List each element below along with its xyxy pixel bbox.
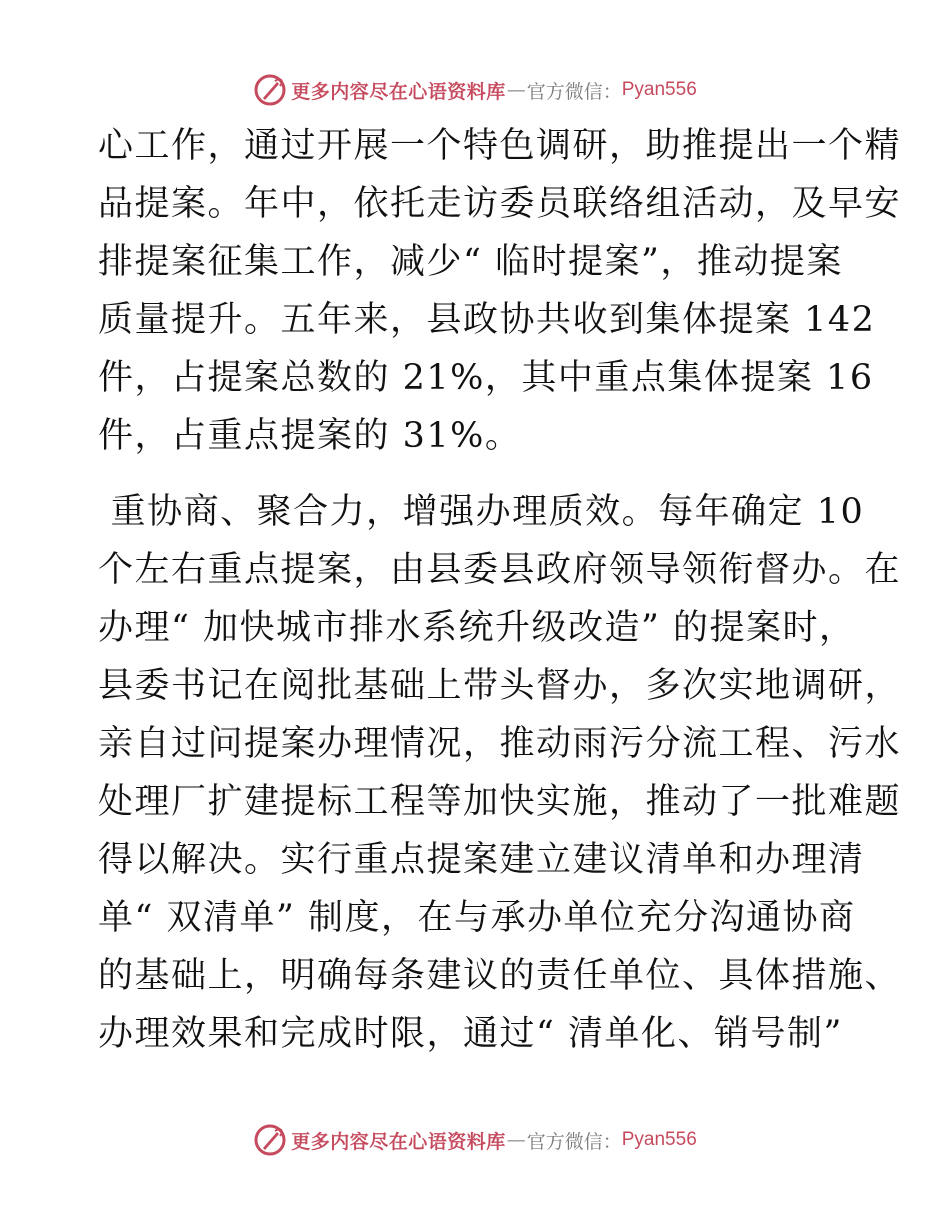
banner-dash: — [506, 79, 526, 101]
wechat-account: Pyan556 [621, 79, 697, 100]
text-line: 得以解决。实行重点提案建立建议清单和办理清 [98, 840, 865, 880]
text-line: 质量提升。五年来，县政协共收到集体提案 142 [98, 300, 876, 340]
site-name: 更多内容尽在心语资料库 [291, 1130, 506, 1153]
text-line: 件，占重点提案的 31%。 [98, 416, 522, 456]
text-line: 心工作，通过开展一个特色调研，助推提出一个精 [98, 126, 902, 166]
text-line: 县委书记在阅批基础上带头督办，多次实地调研， [98, 666, 902, 706]
text-line: 处理厂扩建提标工程等加快实施，推动了一批难题 [98, 782, 902, 822]
text-line: 办理“ 加快城市排水系统升级改造” 的提案时， [98, 608, 856, 648]
text-line: 单“ 双清单” 制度，在与承办单位充分沟通协商 [98, 898, 856, 938]
text-line: 亲自过问提案办理情况，推动雨污分流工程、污水 [98, 724, 902, 764]
text-line: 品提案。年中，依托走访委员联络组活动，及早安 [98, 184, 902, 224]
text-line: 个左右重点提案，由县委县政府领导领衔督办。在 [98, 550, 902, 590]
text-line: 排提案征集工作，减少“ 临时提案”，推动提案 [98, 242, 843, 282]
text-line: 件，占提案总数的 21%，其中重点集体提案 16 [98, 358, 874, 398]
footer-watermark-banner [0, 1122, 950, 1158]
site-name: 更多内容尽在心语资料库 [291, 80, 506, 103]
wechat-label: 官方微信： [526, 1130, 622, 1153]
header-watermark-banner [0, 72, 950, 108]
quill-logo-icon [253, 1123, 287, 1157]
text-line: 重协商、聚合力，增强办理质效。每年确定 10 [98, 492, 865, 532]
text-line: 办理效果和完成时限，通过“ 清单化、销号制” [98, 1014, 843, 1054]
quill-logo-icon [253, 73, 287, 107]
text-line: 的基础上，明确每条建议的责任单位、具体措施、 [98, 956, 902, 996]
banner-dash: — [506, 1129, 526, 1151]
wechat-account: Pyan556 [621, 1129, 697, 1150]
wechat-label: 官方微信： [526, 80, 622, 103]
